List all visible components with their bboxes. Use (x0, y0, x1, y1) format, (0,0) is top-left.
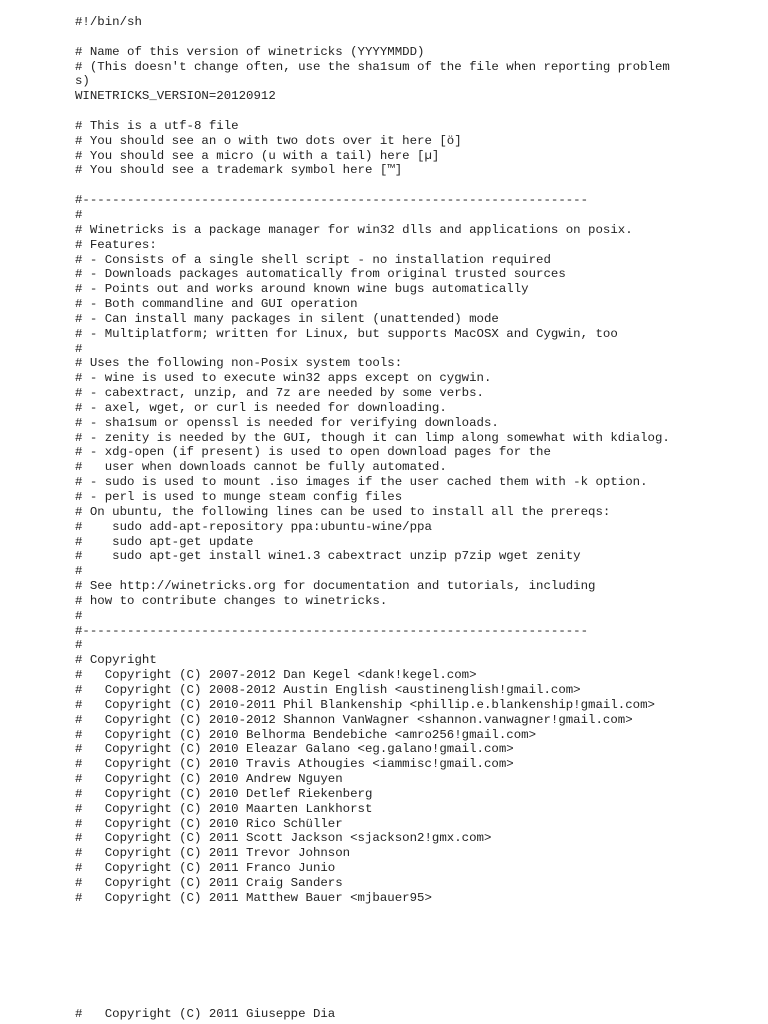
code-line: # Copyright (C) 2010 Travis Athougies <iammisc!gmail.com> (75, 757, 514, 772)
code-line: # Copyright (C) 2010 Eleazar Galano <eg.galano!gmail.com> (75, 742, 514, 757)
code-line: # Copyright (C) 2010 Andrew Nguyen (75, 772, 343, 787)
code-line: # - sudo is used to mount .iso images if the user cached them with -k option. (75, 475, 648, 490)
code-line: # You should see a micro (u with a tail) here [µ] (75, 148, 440, 163)
code-line: # (75, 638, 83, 653)
code-line: # Copyright (C) 2011 Trevor Johnson (75, 846, 351, 861)
code-line: # On ubuntu, the following lines can be used to install all the prereqs: (75, 504, 611, 519)
code-line (75, 30, 755, 45)
code-line: # Copyright (C) 2010 Rico Schüller (75, 816, 343, 831)
code-line: # how to contribute changes to winetricks. (75, 593, 388, 608)
code-line: # Copyright (C) 2010 Maarten Lankhorst (75, 801, 373, 816)
code-line: # (This doesn't change often, use the sha1sum of the file when reporting problem (75, 59, 670, 74)
code-line: # Copyright (C) 2011 Craig Sanders (75, 875, 343, 890)
code-line: # Winetricks is a package manager for win32 dlls and applications on posix. (75, 222, 633, 237)
code-line: # (75, 564, 83, 579)
code-line: # Copyright (C) 2011 Scott Jackson <sjackson2!gmx.com> (75, 831, 492, 846)
code-line: # (75, 207, 83, 222)
code-line: # Copyright (75, 653, 157, 668)
code-listing (75, 15, 755, 906)
code-line: s) (75, 74, 90, 89)
code-line: # Copyright (C) 2010 Belhorma Bendebiche <amro256!gmail.com> (75, 727, 537, 742)
code-line: # - Points out and works around known wine bugs automatically (75, 282, 529, 297)
code-line: # Copyright (C) 2011 Franco Junio (75, 861, 336, 876)
code-line: # Features: (75, 237, 157, 252)
code-line: # - sha1sum or openssl is needed for verifying downloads. (75, 415, 499, 430)
code-line: # You should see a trademark symbol here [™] (75, 163, 403, 178)
code-listing-continuation (75, 1007, 755, 1022)
code-line: # - Both commandline and GUI operation (75, 297, 358, 312)
code-line: # - cabextract, unzip, and 7z are needed by some verbs. (75, 386, 484, 401)
code-line: # - Downloads packages automatically from original trusted sources (75, 267, 566, 282)
code-line: # user when downloads cannot be fully automated. (75, 460, 447, 475)
code-line: # sudo add-apt-repository ppa:ubuntu-wine/ppa (75, 519, 432, 534)
code-line: # - axel, wget, or curl is needed for downloading. (75, 400, 447, 415)
code-line (75, 178, 755, 193)
code-line: # This is a utf-8 file (75, 118, 239, 133)
code-line: # - perl is used to munge steam config files (75, 490, 403, 504)
code-line: # - Can install many packages in silent (unattended) mode (75, 311, 499, 326)
code-line: #!/bin/sh (75, 15, 142, 29)
code-line: # Copyright (C) 2007-2012 Dan Kegel <dank!kegel.com> (75, 668, 477, 683)
code-line: #-------------------------------------------------------------------- (75, 623, 589, 638)
code-line: # Copyright (C) 2010-2011 Phil Blankenship <phillip.e.blankenship!gmail.com> (75, 697, 655, 712)
code-line: # sudo apt-get update (75, 534, 254, 549)
code-line (75, 104, 755, 119)
code-line: WINETRICKS_VERSION=20120912 (75, 89, 276, 104)
code-line: # Copyright (C) 2011 Matthew Bauer <mjbauer95> (75, 890, 432, 905)
code-line: # Copyright (C) 2008-2012 Austin English <austinenglish!gmail.com> (75, 682, 581, 697)
code-line: # Copyright (C) 2011 Giuseppe Dia (75, 1007, 336, 1021)
code-line: # You should see an o with two dots over it here [ö] (75, 133, 462, 148)
code-line: #-------------------------------------------------------------------- (75, 193, 589, 208)
code-line: # - Multiplatform; written for Linux, but supports MacOSX and Cygwin, too (75, 326, 618, 341)
code-line: # Copyright (C) 2010 Detlef Riekenberg (75, 786, 373, 801)
code-line: # - zenity is needed by the GUI, though it can limp along somewhat with kdialog. (75, 430, 670, 445)
code-line: # (75, 608, 83, 623)
code-line: # - wine is used to execute win32 apps except on cygwin. (75, 371, 492, 386)
code-line: # - xdg-open (if present) is used to open download pages for the (75, 445, 551, 460)
code-line: # sudo apt-get install wine1.3 cabextract unzip p7zip wget zenity (75, 549, 581, 564)
code-line: # (75, 341, 83, 356)
code-line: # - Consists of a single shell script - no installation required (75, 252, 551, 267)
code-line: # See http://winetricks.org for documentation and tutorials, including (75, 579, 596, 594)
code-line: # Uses the following non-Posix system tools: (75, 356, 403, 371)
code-line: # Copyright (C) 2010-2012 Shannon VanWagner <shannon.vanwagner!gmail.com> (75, 712, 633, 727)
code-line: # Name of this version of winetricks (YYYYMMDD) (75, 44, 425, 59)
